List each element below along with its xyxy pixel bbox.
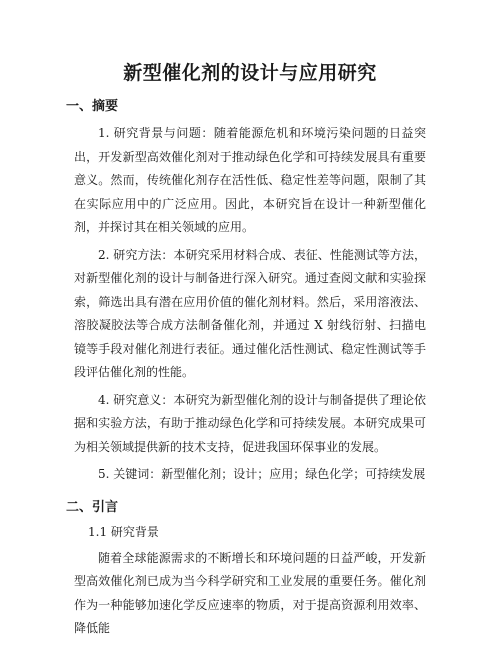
introduction-paragraph: 随着全球能源需求的不断增长和环境问题的日益严峻，开发新型高效催化剂已成为当今科学研究和工业发展的重要任务。催化剂作为一种能够加速化学反应速率的物质，对于提高资源利用效率、降低能 [74,550,426,635]
abstract-paragraph-background: 1. 研究背景与问题：随着能源危机和环境污染问题的日益突出，开发新型高效催化剂对于推动绿色化学和可持续发展具有重要意义。然而，传统催化剂存在活性低、稳定性差等问题，限制了其在实际应用中的广泛应用。因此，本研究旨在设计一种新型催化剂，并探讨其在相关领域的应用。 [74,126,426,234]
document-title: 新型催化剂的设计与应用研究 [123,62,377,84]
abstract-paragraph-methods: 2. 研究方法：本研究采用材料合成、表征、性能测试等方法，对新型催化剂的设计与制备进行深入研究。通过查阅文献和实验探索，筛选出具有潜在应用价值的催化剂材料。然后，采用溶液法、溶胶凝胶法等合成方法制备催化剂，并通过 X 射线衍射、扫描电镜等手段对催化剂进行表征。通过催化活性测试、稳定性测试等手段评估催化剂的性能。 [74,247,426,379]
subsection-heading-background: 1.1 研究背景 [88,524,159,539]
section-heading-introduction: 二、引言 [66,499,119,515]
section-heading-abstract: 一、摘要 [66,99,119,114]
abstract-paragraph-keywords: 5. 关键词：新型催化剂；设计；应用；绿色化学；可持续发展 [98,467,426,481]
abstract-paragraph-significance: 4. 研究意义：本研究为新型催化剂的设计与制备提供了理论依据和实验方法，有助于推动绿色化学和可持续发展。本研究成果可为相关领域提供新的技术支持，促进我国环保事业的发展。 [74,392,426,454]
